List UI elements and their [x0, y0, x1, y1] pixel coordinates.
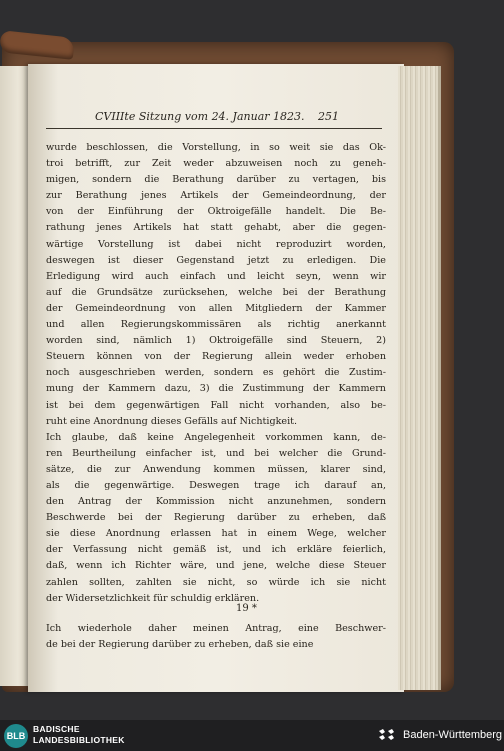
state-name[interactable]: Baden-Württemberg — [403, 729, 503, 741]
library-name-line1: BADISCHE — [33, 724, 80, 734]
text-line: und allen Regierungskommissären als richtig anerkannt — [46, 319, 386, 331]
text-line: Steuern können von der Regierung allein weder erhoben — [46, 351, 386, 363]
text-line: der Gemeindeordnung von allen Mitgliedern der Kammer — [46, 302, 386, 314]
text-line: Erledigung wird auch einfach und leicht seyn, wenn wir — [46, 270, 386, 282]
text-line: zahlen sollten, zahlten sie nicht, so würde ich sie nicht — [46, 576, 386, 588]
running-header — [0, 110, 504, 126]
text-line: sie diese Anordnung erlassen hat in einem Wege, welcher — [46, 528, 386, 540]
page-number: 251 — [318, 110, 339, 123]
coat-of-arms-icon — [376, 727, 398, 745]
text-line: de bei der Regierung darüber zu erheben, daß sie eine — [46, 638, 314, 650]
text-line: der Widersetzlichkeit für schuldig erklären. — [46, 592, 260, 604]
running-head-title: CVIIIte Sitzung vom 24. Januar 1823. — [95, 110, 305, 123]
page-text — [46, 140, 386, 653]
text-line: daß, wenn ich Richter wäre, und jene, welche diese Steuer — [46, 560, 386, 572]
text-line: der Verfassung nicht gemäß ist, und ich erkläre feierlich, — [46, 544, 386, 556]
header-rule — [46, 128, 382, 129]
text-line: noch ausgeschrieben werden, sondern es gehört die Zustim- — [46, 367, 386, 379]
text-line: ist bei dem gegenwärtigen Fall nicht vorhanden, also be- — [46, 399, 386, 411]
text-line: auf die Grundsätze zurücksehen, welche bei der Berathung — [46, 286, 386, 298]
text-line: von der Einführung der Oktroigefälle handelt. Die Be- — [46, 206, 386, 218]
blb-logo-icon[interactable]: BLB — [4, 724, 28, 748]
text-line: worden sind, nämlich 1) Oktroigefälle sind Steuern, 2) — [46, 335, 386, 347]
text-line: ruht eine Anordnung dieses Gefälls auf Nichtigkeit. — [46, 415, 298, 427]
library-name[interactable] — [33, 724, 125, 746]
text-line: Ich glaube, daß keine Angelegenheit vorkommen kann, de- — [46, 431, 386, 443]
text-line: migen, sondern die Berathung darüber zu vertagen, bis — [46, 174, 386, 186]
signature-mark: 19 * — [236, 603, 257, 614]
paragraph-gap — [46, 607, 386, 621]
text-line: ren Beurtheilung einfacher ist, und bei welcher die Grund- — [46, 447, 386, 459]
footer-bar — [0, 720, 504, 751]
library-name-line2: LANDESBIBLIOTHEK — [33, 735, 125, 745]
text-line: Beschwerde bei der Regierung darüber zu erheben, daß — [46, 512, 386, 524]
text-line: wärtige Vorstellung ist dabei nicht reproduzirt worden, — [46, 238, 386, 250]
text-line: mung der Kammern dazu, 3) die Zustimmung der Kammern — [46, 383, 386, 395]
text-line: wurde beschlossen, die Vorstellung, in so weit sie das Ok- — [46, 142, 386, 153]
left-page-edge — [0, 66, 30, 686]
text-line: rathung jenes Artikels hat statt gehabt, aber die gegen- — [46, 222, 386, 234]
text-line: sätze, die zur Anwendung kommen müssen, klarer sind, — [46, 463, 386, 475]
page-edges — [398, 66, 441, 690]
text-line: troi betrifft, zur Zeit weder abzuweisen noch zu geneh- — [46, 158, 386, 170]
text-line: als die gegenwärtige. Deswegen trage ich darauf an, — [46, 479, 386, 491]
text-line: deswegen ist dieser Gegenstand jetzt zu erledigen. Die — [46, 254, 386, 266]
text-line: zur Berathung jenes Artikels der Gemeindeordnung, der — [46, 190, 386, 202]
text-line: den Antrag der Kommission nicht anzunehmen, sondern — [46, 496, 386, 508]
text-line: Ich wiederhole daher meinen Antrag, eine Beschwer- — [46, 622, 386, 634]
